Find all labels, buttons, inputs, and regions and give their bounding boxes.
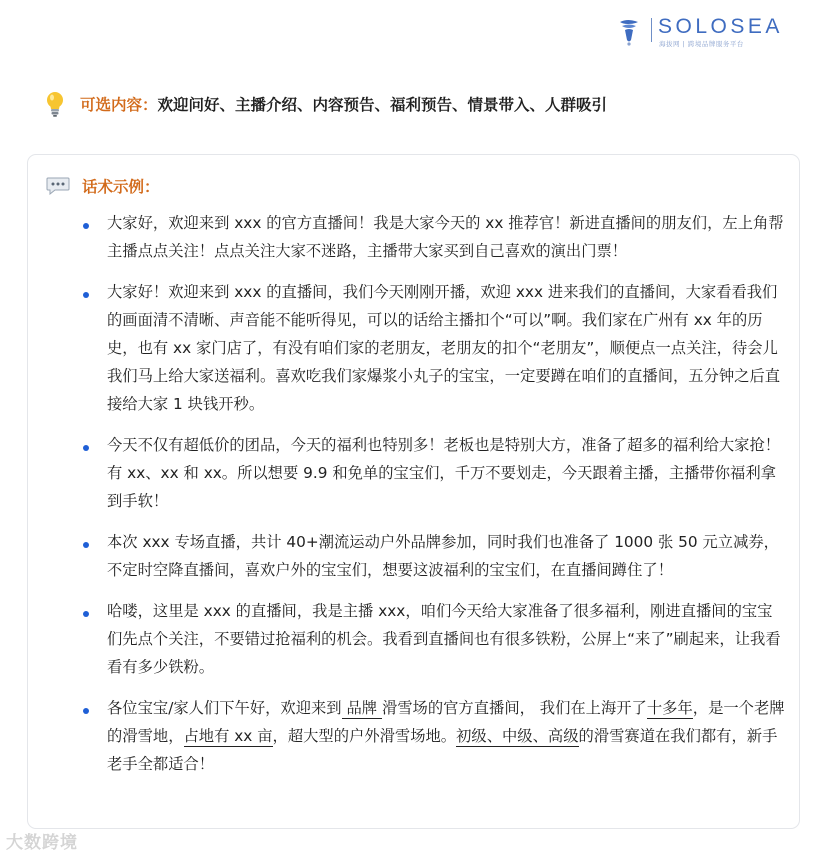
list-item — [80, 528, 785, 584]
levels-underline: 初级、中级、高级 — [456, 727, 579, 745]
examples-header — [46, 175, 160, 197]
brand-underline: 品牌 — [341, 699, 382, 717]
list-item — [80, 694, 785, 778]
list-item — [80, 209, 785, 265]
optional-content — [44, 90, 607, 118]
solosea-logo — [618, 14, 798, 50]
years-underline: 十多年 — [646, 699, 693, 717]
lightbulb-icon — [44, 91, 66, 117]
optional-label: 可选内容： — [80, 96, 158, 114]
watermark: 大数跨境 — [6, 833, 78, 853]
list-item — [80, 278, 785, 418]
example-6-part-4: ，超大型的户外滑雪场地。 — [272, 727, 457, 745]
example-text-1: 大家好，欢迎来到 xxx 的官方直播间！我是大家今天的 xx 推荐官！新进直播间的朋友们，左上角帮主播点点关注！点点关注大家不迷路，主播带大家买到自己喜欢的演出门票！ — [107, 214, 784, 260]
area-underline: 占地有 xx 亩 — [183, 727, 273, 745]
example-6-part-2: 滑雪场的官方直播间， 我们在上海开了 — [381, 699, 647, 717]
optional-text: 欢迎问好、主播介绍、内容预告、福利预告、情景带入、人群吸引 — [157, 96, 608, 114]
logo-divider — [651, 18, 652, 42]
example-6-part-1: 各位宝宝/家人们下午好，欢迎来到 — [107, 699, 342, 717]
examples-card — [27, 154, 800, 829]
list-item — [80, 597, 785, 681]
example-text-6 — [107, 694, 785, 778]
example-text-3: 今天不仅有超低价的团品，今天的福利也特别多！老板也是特别大方，准备了超多的福利给大家抢！有 xx、xx 和 xx。所以想要 9.9 和免单的宝宝们，千万不要划走，今天跟着主播，主播带你福利拿到手软！ — [107, 436, 781, 510]
logo-mark-icon — [618, 16, 640, 46]
example-text-4: 本次 xxx 专场直播，共计 40+潮流运动户外品牌参加，同时我们也准备了 1000 张 50 元立减券，不定时空降直播间，喜欢户外的宝宝们，想要这波福利的宝宝们，在直播间蹲住了！ — [107, 533, 779, 579]
list-item — [80, 431, 785, 515]
logo-name: SOLOSEA — [658, 15, 783, 38]
examples-title: 话术示例： — [82, 178, 160, 196]
example-text-5: 哈喽，这里是 xxx 的直播间，我是主播 xxx，咱们今天给大家准备了很多福利，刚进直播间的宝宝们先点个关注，不要错过抢福利的机会。我看到直播间也有很多铁粉，公屏上“来了”刷起来，让我看看有多少铁粉。 — [107, 602, 781, 676]
example-6-part-5: 的滑雪赛道在我们都有，新手老手全都适合！ — [107, 727, 778, 773]
examples-list — [80, 209, 785, 791]
example-6-part-3: ，是一个老牌的滑雪地， — [107, 699, 785, 745]
speech-bubble-icon — [46, 177, 70, 195]
logo-subtitle: 海拔网 | 跨境品牌服务平台 — [659, 40, 744, 48]
example-text-2: 大家好！欢迎来到 xxx 的直播间，我们今天刚刚开播，欢迎 xxx 进来我们的直播间，大家看看我们的画面清不清晰、声音能不能听得见，可以的话给主播扣个“可以”啊。我们家在广州有 xx 年的历史，也有 xx 家门店了，有没有咱们家的老朋友，老朋友的扣个“老朋友”，顺便点一点关注，待会儿我们马上给大家送福利。喜欢吃我们家爆浆小丸子的宝宝，一定要蹲在咱们的直播间，五分钟之后直接给大家 1 块钱开秒。 — [107, 283, 781, 413]
